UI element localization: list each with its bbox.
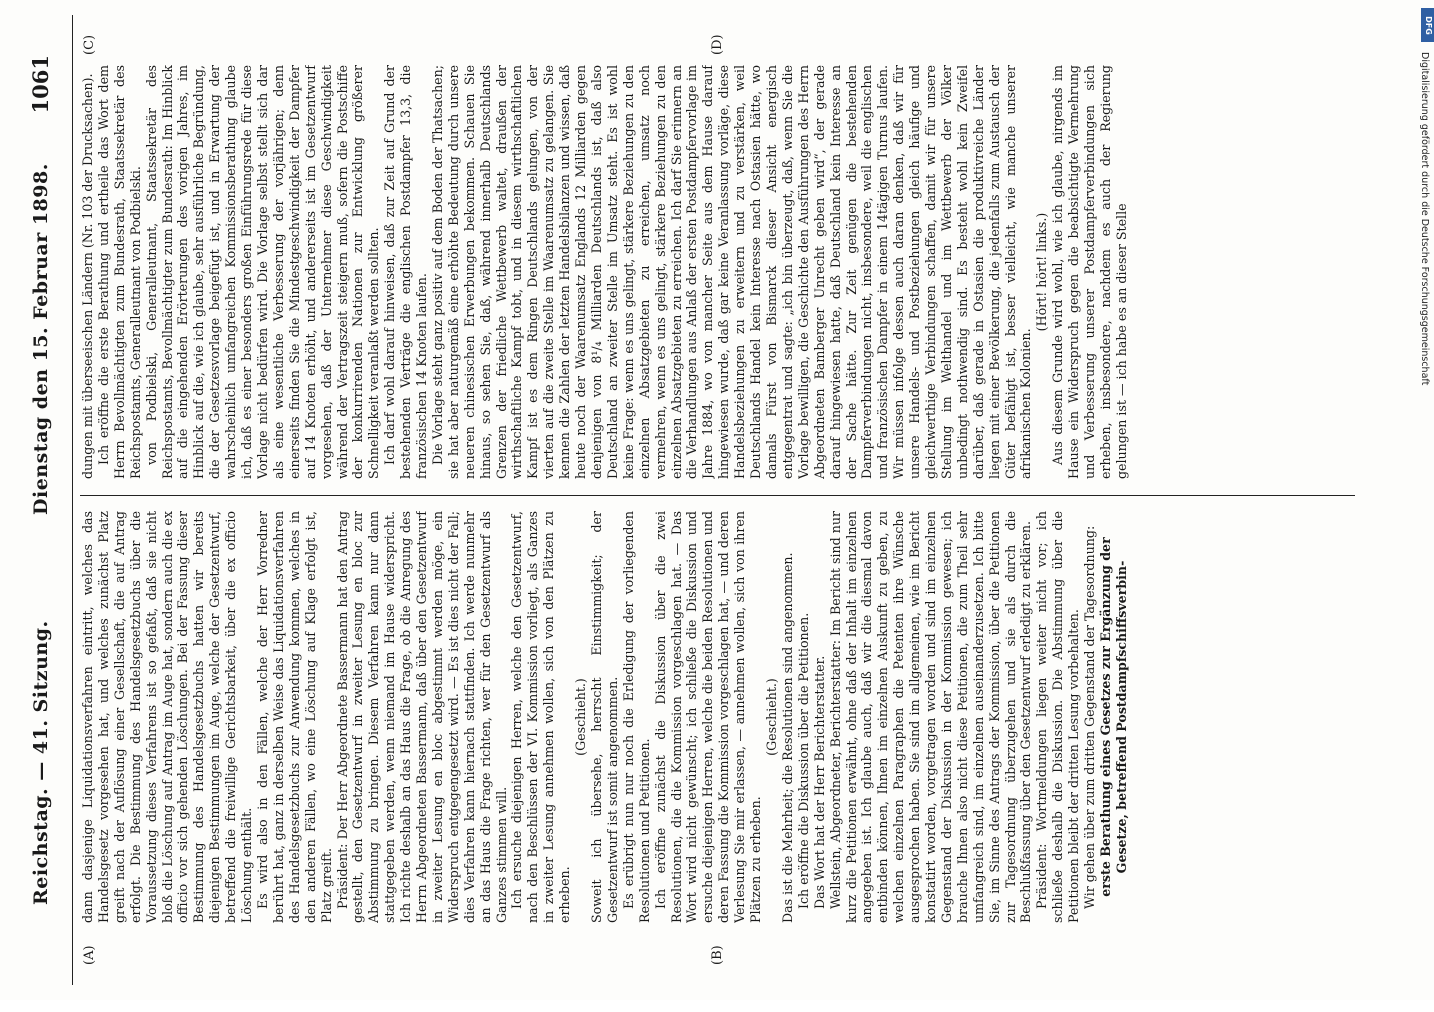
rotated-page: [20, 15, 1360, 985]
paragraph: Wellstein, Abgeordneter, Berichterstatter: Im Bericht sind nur kurz die Petitionen erwähnt, ohne daß der Inhalt im einzelnen angegeben ist. Ich glaube auch, daß wir die diesmal davon entbinden können, Ihnen im einzelnen Auskunft zu geben, zu welchen einzelnen Paragraphen die Petenten ihre Wünsche ausgesprochen haben. Sie sind im allgemeinen, wie im Bericht konstatirt worden, vorgetragen worden und sind im einzelnen Gegenstand der Diskussion in der Kommission gewesen; ich brauche Ihnen also nicht diese Petitionen, die zum Theil sehr umfangreich sind, im einzelnen auseinanderzusetzen. Ich bitte Sie, im Sinne des Antrags der Kommission, über die Petitionen zur Tagesordnung überzugehen und sie als durch die Beschlußfassung über den Gesetzentwurf erledigt zu erklären.: [827, 511, 1034, 923]
paragraph: Es erübrigt nun nur noch die Erledigung der vorliegenden Resolutionen und Petitionen.: [620, 511, 652, 923]
paragraph: Es wird also in den Fällen, welche der Herr Vorredner berührt hat, ganz in derselben Weise das Liquidationsverfahren des Handelsgesetzbuchs zur Anwendung kommen, welches in den anderen Fällen, wo eine Löschung auf Klage erfolgt ist, Platz greift.: [254, 511, 334, 923]
paragraph: Ich eröffne zunächst die Diskussion über die zwei Resolutionen, die die Kommission vorgeschlagen hat. — Das Wort wird nicht gewünscht; ich schließe die Diskussion und ersuche diejenigen Herren, welche die beiden Resolutionen und deren Fassung die Kommission vorgeschlagen hat, — und deren Verlesung Sie mir erlassen, — annehmen wollen, sich von ihren Plätzen zu erheben.: [652, 511, 764, 923]
dfg-logo: DFG: [1421, 8, 1434, 42]
page-number: 1061: [28, 55, 53, 114]
paragraph: dungen mit überseeischen Ländern (Nr. 103 der Drucksachen).: [80, 73, 95, 479]
paragraph: Soweit ich übersehe, herrscht Einstimmigkeit; der Gesetzentwurf ist somit angenommen.: [589, 511, 620, 923]
paragraph: von Podbielski, Generalleutnant, Staatssekretär des Reichspostamts, Bevollmächtigter zum Bundesrath: Im Hinblick auf die eingehenden Erörterungen des vorigen Jahres, im Hinblick auf die, wie ich glaube, sehr ausführliche Begründung, die der Gesetzesvorlage beigefügt ist, und in Erwartung der wahrscheinlich umfangreichen Kommissionsberathung glaube ich, daß es einer besonders großen Einführungsrede für diese Vorlage nicht bedürfen wird. Die Vorlage selbst stellt sich dar als eine wesentliche Verbesserung der vorjährigen; denn einerseits finden Sie die Mindestgeschwindigkeit der Dampfer auf 14 Knoten erhöht, und andererseits ist im Gesetzentwurf vorgesehen, daß der Unternehmer diese Geschwindigkeit während der Vertragszeit steigern muß, sofern die Postschiffe der konkurrirenden Nationen zur Entwicklung größerer Schnelligkeit veranlaßt werden sollten.: [143, 65, 382, 479]
margin-marker-a: (A): [82, 945, 97, 965]
column-divider: [80, 495, 1355, 496]
right-column: [80, 65, 1355, 479]
header-date: Dienstag den 15. Februar 1898.: [30, 163, 52, 515]
margin-marker-c: (C): [82, 34, 97, 55]
paragraph: (Geschieht.): [763, 678, 779, 756]
paragraph: (Hört! hört! links.): [1034, 212, 1050, 332]
digitization-credit: [1408, 8, 1434, 993]
paragraph: (Geschieht.): [573, 678, 589, 756]
header-session: Reichstag. — 41. Sitzung.: [30, 620, 52, 905]
agenda-heading: erste Berathung eines Gesetzes zur Ergänzung der Gesetze, betreffend Postdampfschiffsverbin-: [1098, 537, 1129, 897]
margin-marker-b: (B): [710, 945, 725, 965]
paragraph: Ich eröffne die erste Berathung und ertheile das Wort dem Herrn Bevollmächtigten zum Bundesrath, Staatssekretär des Reichspostamts, Generalleutnant von Podbielski.: [95, 65, 143, 479]
left-column: [80, 511, 1355, 923]
paragraph: Wir gehen über zum dritten Gegenstand der Tagesordnung:: [1082, 525, 1098, 909]
paragraph: Präsident: Wortmeldungen liegen weiter nicht vor; ich schließe deshalb die Diskussion. Die Abstimmung über die Petitionen bleibt der dritten Lesung vorbehalten.: [1034, 511, 1082, 923]
credit-text: Digitalisierung gefördert durch die Deutsche Forschungsgemeinschaft: [1419, 52, 1430, 386]
paragraph: Ich ersuche diejenigen Herren, welche den Gesetzentwurf, nach den Beschlüssen der VI. Kommission vorliegt, als Ganzes in zweiter Lesung annehmen wollen, sich von den Plätzen zu erheben.: [509, 511, 573, 923]
paragraph: Das ist die Mehrheit; die Resolutionen sind angenommen.: [779, 552, 795, 923]
paragraph: Ich darf wohl darauf hinweisen, daß zur Zeit auf Grund der bestehenden Verträge die englischen Postdampfer 13,3, die französischen 14 Knoten laufen.: [382, 65, 430, 479]
page-header: [20, 15, 73, 985]
paragraph: Die Vorlage steht ganz positiv auf dem Boden der Thatsachen; sie hat aber naturgemäß eine erhöhte Bedeutung durch unsere neueren chinesischen Erwerbungen bekommen. Schauen Sie hinaus, so sehen Sie, daß, während innerhalb Deutschlands Grenzen der friedliche Wettbewerb waltet, draußen der wirthschaftliche Kampf tobt, und in diesem wirthschaftlichen Kampf ist es dem Ringen Deutschlands gelungen, von der vierten auf die zweite Stelle im Waarenumsatz zu gelangen. Sie kennen die Zahlen der letzten Handelsbilanzen und wissen, daß heute noch der Waarenumsatz Englands 12 Milliarden gegen denjenigen von 8¹/₄ Milliarden Deutschlands ist, daß also Deutschland an zweiter Stelle im Umsatz steht. Es ist wohl keine Frage: wenn es uns gelingt, stärkere Beziehungen zu den einzelnen Absatzgebieten zu erreichen, umsatz noch vermehren, wenn es uns gelingt, stärkere Beziehungen zu den einzelnen Absatzgebieten zu erreichen. Ich darf Sie erinnern an die Verhandlungen aus Anlaß der ersten Postdampfervorlage im Jahre 1884, wo von mancher Seite aus dem Hause darauf hingewiesen wurde, daß gar keine Veranlassung vorläge, diese Handelsbeziehungen zu erweitern und zu verstärken, weil Deutschlands Handel kein Interesse nach Ostasien hätte, wo damals Fürst von Bismarck dieser Ansicht energisch entgegentrat und sagte: „ich bin überzeugt, daß, wenn Sie die Vorlage bewilligen, die Geschichte den Ausführungen des Herrn Abgeordneten Bamberger Unrecht geben wird“, der gerade darauf hingewiesen hatte, daß Deutschland kein Interesse an der Sache hätte. Zur Zeit genügen die bestehenden Dampferverbindungen nicht, insbesondere, weil die englischen und französischen Dampfer in einem 14tägigen Turnus laufen. Wir müssen infolge dessen auch daran denken, daß wir für unsere Handels- und Postbeziehungen gleich häufige und gleichwerthige Verbindungen schaffen, damit wir für unsere Stellung im Welthandel und im Wettbewerb der Völker unbedingt nothwendig sind. Es besteht wohl kein Zweifel darüber, daß gerade in Ostasien die produktivreiche Länder liegen mit einer Bevölkerung, die jedenfalls zum Austausch der Güter befähigt ist, besser vielleicht, wie manche unserer afrikanischen Kolonien.: [429, 65, 1034, 479]
paragraph: dann dasjenige Liquidationsverfahren eintritt, welches das Handelsgesetz vorgesehen hat, und welches zunächst Platz greift nach der Auflösung einer Gesellschaft, die auf Antrag erfolgt. Die Bestimmung des Handelsgesetzbuchs über die Voraussetzung dieses Verfahrens ist so gefaßt, daß sie nicht bloß die Löschung auf Antrag im Auge hat, sondern auch die ex officio vor sich gehenden Löschungen. Bei der Fassung dieser Bestimmung des Handelsgesetzbuchs hatten wir bereits diejenigen Bestimmungen im Auge, welche der Gesetzentwurf, betreffend die freiwillige Gerichtsbarkeit, über die ex officio Löschung enthält.: [80, 511, 255, 923]
paragraph: Das Wort hat der Herr Berichterstatter.: [811, 655, 827, 909]
paragraph: Ich eröffne die Diskussion über die Petitionen.: [795, 612, 811, 909]
paragraph: Aus diesem Grunde wird wohl, wie ich glaube, nirgends im Hause ein Widerspruch gegen die beabsichtigte Vermehrung und Verbesserung unserer Postdampferverbindungen sich erheben, insbesondere, nachdem es auch der Regierung gelungen ist — ich habe es an dieser Stelle: [1050, 65, 1129, 479]
margin-marker-d: (D): [710, 34, 725, 55]
paragraph: Präsident: Der Herr Abgeordnete Bassermann hat den Antrag gestellt, den Gesetzentwurf in zweiter Lesung en bloc zur Abstimmung zu bringen. Diesem Verfahren kann nur dann stattgegeben werden, wenn niemand im Hause widerspricht. Ich richte deshalb an das Haus die Frage, ob die Anregung des Herrn Abgeordneten Bassermann, daß über den Gesetzentwurf in zweiter Lesung en bloc abgestimmt werden möge, ein Widerspruch entgegengesetzt wird. — Es ist dies nicht der Fall; dies Verfahren kann hiernach stattfinden. Ich werde nunmehr an das Haus die Frage richten, wer für den Gesetzentwurf als Ganzes stimmen will.: [334, 511, 509, 923]
